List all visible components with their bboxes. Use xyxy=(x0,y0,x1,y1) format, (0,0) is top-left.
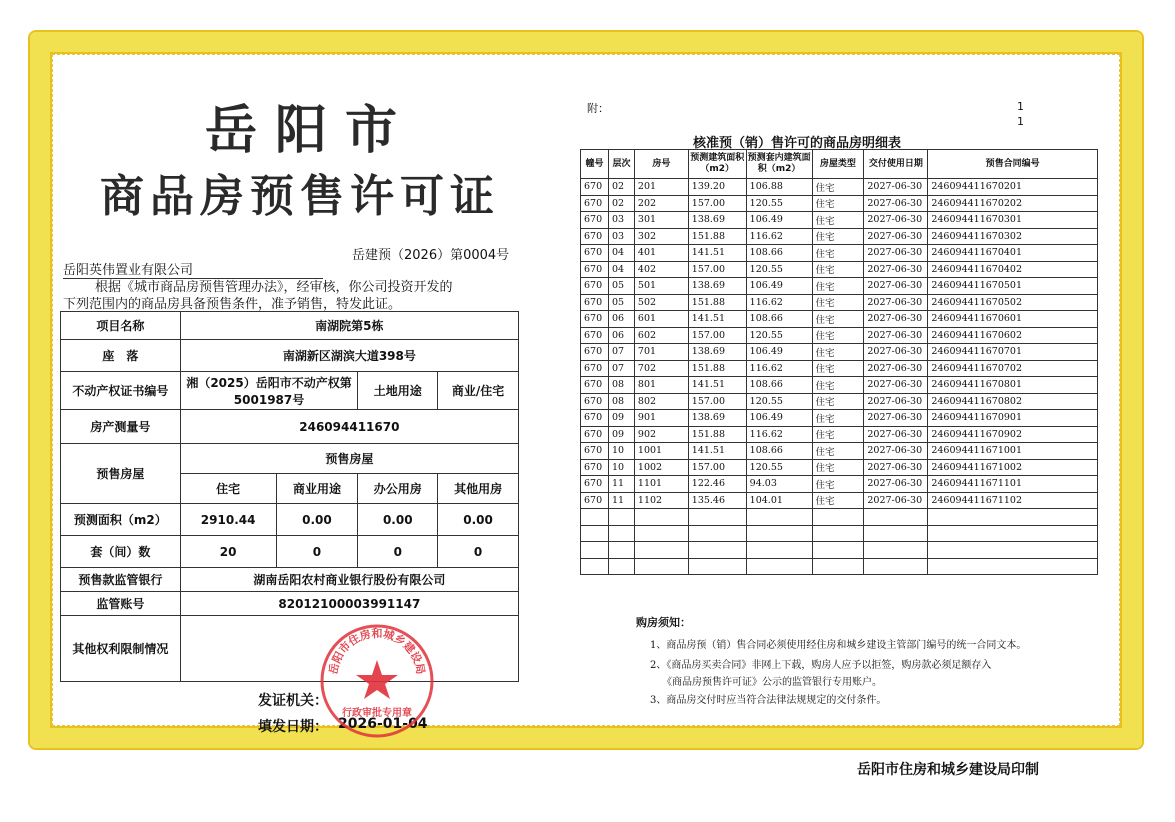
cell-contract-no: 246094411670601 xyxy=(928,311,1098,328)
seal-text-top: 岳阳市住房和城乡建设局 xyxy=(326,627,428,676)
cell-house-type: 住宅 xyxy=(812,492,864,509)
cell-building-area: 141.51 xyxy=(688,311,746,328)
empty-table-row xyxy=(581,542,1098,559)
presale-housing-label: 预售房屋 xyxy=(61,444,181,504)
cell-building-area: 138.69 xyxy=(688,344,746,361)
notice-item-1: 1、商品房预（销）售合同必须使用经住房和城乡建设主管部门编号的统一合同文本。 xyxy=(650,640,1027,651)
cell-building: 670 xyxy=(581,360,609,377)
housing-detail-table xyxy=(580,149,1098,575)
table-row xyxy=(581,426,1098,443)
detail-table-header xyxy=(581,150,1098,179)
cell-inner-area: 120.55 xyxy=(746,459,812,476)
cell-inner-area: 116.62 xyxy=(746,228,812,245)
empty-cell xyxy=(634,509,688,526)
table-row xyxy=(581,360,1098,377)
col-office: 办公用房 xyxy=(358,474,438,504)
empty-cell xyxy=(634,525,688,542)
cell-building: 670 xyxy=(581,459,609,476)
empty-cell xyxy=(864,558,928,575)
cell-building: 670 xyxy=(581,311,609,328)
table-row xyxy=(581,492,1098,509)
table-row xyxy=(581,459,1098,476)
cell-floor: 11 xyxy=(608,492,634,509)
cell-house-type: 住宅 xyxy=(812,212,864,229)
cell-room: 701 xyxy=(634,344,688,361)
cell-building: 670 xyxy=(581,245,609,262)
cell-building-area: 141.51 xyxy=(688,377,746,394)
cell-floor: 07 xyxy=(608,344,634,361)
cell-contract-no: 246094411671001 xyxy=(928,443,1098,460)
cell-building-area: 139.20 xyxy=(688,179,746,196)
empty-cell xyxy=(608,509,634,526)
cell-floor: 03 xyxy=(608,212,634,229)
table-row xyxy=(581,195,1098,212)
cell-house-type: 住宅 xyxy=(812,344,864,361)
cell-building-area: 151.88 xyxy=(688,360,746,377)
cell-delivery-date: 2027-06-30 xyxy=(864,179,928,196)
bank-label: 预售款监管银行 xyxy=(61,568,181,592)
cell-building: 670 xyxy=(581,426,609,443)
issue-date-value: 2026-01-04 xyxy=(338,716,428,732)
cell-house-type: 住宅 xyxy=(812,294,864,311)
empty-cell xyxy=(688,525,746,542)
attachment-label: 附： xyxy=(587,102,609,115)
cell-building: 670 xyxy=(581,327,609,344)
units-label: 套（间）数 xyxy=(61,536,181,568)
cell-floor: 07 xyxy=(608,360,634,377)
cell-delivery-date: 2027-06-30 xyxy=(864,327,928,344)
cell-contract-no: 246094411671002 xyxy=(928,459,1098,476)
cell-floor: 05 xyxy=(608,294,634,311)
cell-house-type: 住宅 xyxy=(812,426,864,443)
cell-building: 670 xyxy=(581,443,609,460)
cell-building: 670 xyxy=(581,228,609,245)
area-other: 0.00 xyxy=(438,504,519,536)
cell-house-type: 住宅 xyxy=(812,476,864,493)
cell-floor: 05 xyxy=(608,278,634,295)
cell-delivery-date: 2027-06-30 xyxy=(864,245,928,262)
cell-building: 670 xyxy=(581,344,609,361)
cell-room: 1101 xyxy=(634,476,688,493)
cell-inner-area: 94.03 xyxy=(746,476,812,493)
empty-cell xyxy=(864,542,928,559)
cell-room: 402 xyxy=(634,261,688,278)
cell-building: 670 xyxy=(581,195,609,212)
cell-building: 670 xyxy=(581,278,609,295)
col-commercial: 商业用途 xyxy=(276,474,358,504)
notice-item-3: 3、商品房交付时应当符合法律法规规定的交付条件。 xyxy=(650,695,887,706)
seal-text-bottom: 行政审批专用章 xyxy=(342,708,412,719)
cell-floor: 11 xyxy=(608,476,634,493)
cell-floor: 10 xyxy=(608,443,634,460)
cell-inner-area: 120.55 xyxy=(746,195,812,212)
cell-delivery-date: 2027-06-30 xyxy=(864,228,928,245)
cell-building-area: 122.46 xyxy=(688,476,746,493)
cell-floor: 02 xyxy=(608,179,634,196)
empty-cell xyxy=(928,542,1098,559)
cell-contract-no: 246094411671101 xyxy=(928,476,1098,493)
area-label: 预测面积（m2） xyxy=(61,504,181,536)
cell-house-type: 住宅 xyxy=(812,311,864,328)
empty-cell xyxy=(864,509,928,526)
cell-building-area: 157.00 xyxy=(688,195,746,212)
cell-room: 702 xyxy=(634,360,688,377)
cell-building-area: 157.00 xyxy=(688,327,746,344)
cell-room: 602 xyxy=(634,327,688,344)
empty-cell xyxy=(746,525,812,542)
cell-building-area: 141.51 xyxy=(688,245,746,262)
cell-contract-no: 246094411670801 xyxy=(928,377,1098,394)
cell-building-area: 151.88 xyxy=(688,294,746,311)
empty-cell xyxy=(812,525,864,542)
permit-number: 岳建预（2026）第0004号 xyxy=(352,248,510,263)
cell-floor: 06 xyxy=(608,327,634,344)
empty-cell xyxy=(812,509,864,526)
cell-room: 901 xyxy=(634,410,688,427)
account-label: 监管账号 xyxy=(61,592,181,616)
units-other: 0 xyxy=(438,536,519,568)
cell-contract-no: 246094411670501 xyxy=(928,278,1098,295)
table-row xyxy=(581,245,1098,262)
printer-credit: 岳阳市住房和城乡建设局印制 xyxy=(857,762,1039,778)
cell-inner-area: 116.62 xyxy=(746,426,812,443)
table-row xyxy=(581,476,1098,493)
table-row xyxy=(581,443,1098,460)
cell-floor: 10 xyxy=(608,459,634,476)
cell-inner-area: 108.66 xyxy=(746,443,812,460)
cell-room: 502 xyxy=(634,294,688,311)
cell-house-type: 住宅 xyxy=(812,377,864,394)
table-row xyxy=(581,278,1098,295)
units-residential: 20 xyxy=(180,536,276,568)
table-row xyxy=(581,228,1098,245)
empty-cell xyxy=(928,525,1098,542)
cell-building-area: 138.69 xyxy=(688,212,746,229)
cell-floor: 09 xyxy=(608,426,634,443)
cell-house-type: 住宅 xyxy=(812,278,864,295)
cell-delivery-date: 2027-06-30 xyxy=(864,294,928,311)
table-row xyxy=(581,179,1098,196)
cell-room: 401 xyxy=(634,245,688,262)
issue-date-label: 填发日期： xyxy=(258,719,328,735)
header-floor: 层次 xyxy=(608,150,634,179)
cell-contract-no: 246094411670902 xyxy=(928,426,1098,443)
cell-inner-area: 120.55 xyxy=(746,327,812,344)
cell-contract-no: 246094411670901 xyxy=(928,410,1098,427)
cell-contract-no: 246094411670401 xyxy=(928,245,1098,262)
header-contract-no: 预售合同编号 xyxy=(928,150,1098,179)
project-name-label: 项目名称 xyxy=(61,312,181,340)
cell-delivery-date: 2027-06-30 xyxy=(864,459,928,476)
cell-contract-no: 246094411670502 xyxy=(928,294,1098,311)
cell-delivery-date: 2027-06-30 xyxy=(864,426,928,443)
table-row xyxy=(581,212,1098,229)
table-row xyxy=(581,393,1098,410)
intro-text-line1: 根据《城市商品房预售管理办法》，经审核，你公司投资开发的 xyxy=(95,280,453,295)
table-row xyxy=(581,294,1098,311)
cell-building-area: 141.51 xyxy=(688,443,746,460)
notice-item-2-cont: 《商品房预售许可证》公示的监管银行专用账户。 xyxy=(662,677,882,688)
cell-floor: 08 xyxy=(608,377,634,394)
header-house-type: 房屋类型 xyxy=(812,150,864,179)
empty-cell xyxy=(812,542,864,559)
cell-delivery-date: 2027-06-30 xyxy=(864,278,928,295)
empty-cell xyxy=(688,509,746,526)
issuer-label: 发证机关： xyxy=(258,693,328,709)
table-row xyxy=(581,311,1098,328)
cell-house-type: 住宅 xyxy=(812,410,864,427)
table-row xyxy=(581,377,1098,394)
cell-house-type: 住宅 xyxy=(812,360,864,377)
other-rights-label: 其他权利限制情况 xyxy=(61,616,181,682)
cell-delivery-date: 2027-06-30 xyxy=(864,261,928,278)
cell-inner-area: 106.49 xyxy=(746,344,812,361)
cell-floor: 03 xyxy=(608,228,634,245)
survey-number-label: 房产测量号 xyxy=(61,410,181,444)
cell-delivery-date: 2027-06-30 xyxy=(864,195,928,212)
cell-floor: 04 xyxy=(608,245,634,262)
empty-cell xyxy=(928,509,1098,526)
cell-room: 501 xyxy=(634,278,688,295)
col-other: 其他用房 xyxy=(438,474,519,504)
cell-inner-area: 116.62 xyxy=(746,360,812,377)
cell-delivery-date: 2027-06-30 xyxy=(864,212,928,229)
cell-inner-area: 120.55 xyxy=(746,393,812,410)
cell-inner-area: 108.66 xyxy=(746,245,812,262)
cell-floor: 06 xyxy=(608,311,634,328)
cell-house-type: 住宅 xyxy=(812,179,864,196)
location-label: 座 落 xyxy=(61,340,181,372)
cell-contract-no: 246094411670201 xyxy=(928,179,1098,196)
certificate-title-city: 岳阳市 xyxy=(205,101,416,161)
cell-delivery-date: 2027-06-30 xyxy=(864,443,928,460)
header-building-area: 预测建筑面积（m2） xyxy=(688,150,746,179)
cell-room: 302 xyxy=(634,228,688,245)
cell-inner-area: 108.66 xyxy=(746,377,812,394)
project-name-value: 南湖院第5栋 xyxy=(180,312,518,340)
cell-building: 670 xyxy=(581,261,609,278)
cell-room: 301 xyxy=(634,212,688,229)
cell-delivery-date: 2027-06-30 xyxy=(864,311,928,328)
cell-room: 201 xyxy=(634,179,688,196)
survey-number-value: 246094411670 xyxy=(180,410,518,444)
land-use-value: 商业/住宅 xyxy=(438,372,519,410)
property-cert-value: 湘（2025）岳阳市不动产权第5001987号 xyxy=(180,372,358,410)
notice-title: 购房须知： xyxy=(636,616,691,629)
cell-floor: 02 xyxy=(608,195,634,212)
empty-cell xyxy=(746,542,812,559)
cell-building: 670 xyxy=(581,179,609,196)
area-commercial: 0.00 xyxy=(276,504,358,536)
cell-contract-no: 246094411670402 xyxy=(928,261,1098,278)
empty-cell xyxy=(608,558,634,575)
cell-building: 670 xyxy=(581,410,609,427)
cell-delivery-date: 2027-06-30 xyxy=(864,393,928,410)
cell-building: 670 xyxy=(581,393,609,410)
cell-house-type: 住宅 xyxy=(812,393,864,410)
account-value: 82012100003991147 xyxy=(180,592,518,616)
cell-house-type: 住宅 xyxy=(812,245,864,262)
cell-contract-no: 246094411670602 xyxy=(928,327,1098,344)
cell-building-area: 135.46 xyxy=(688,492,746,509)
cell-contract-no: 246094411671102 xyxy=(928,492,1098,509)
cell-contract-no: 246094411670701 xyxy=(928,344,1098,361)
empty-cell xyxy=(746,509,812,526)
cell-inner-area: 106.49 xyxy=(746,410,812,427)
cell-house-type: 住宅 xyxy=(812,228,864,245)
cell-room: 902 xyxy=(634,426,688,443)
presale-housing-header: 预售房屋 xyxy=(180,444,518,474)
cell-building-area: 138.69 xyxy=(688,278,746,295)
cell-room: 1002 xyxy=(634,459,688,476)
col-residential: 住宅 xyxy=(180,474,276,504)
cell-house-type: 住宅 xyxy=(812,195,864,212)
header-delivery-date: 交付使用日期 xyxy=(864,150,928,179)
cell-room: 1001 xyxy=(634,443,688,460)
cell-delivery-date: 2027-06-30 xyxy=(864,377,928,394)
cell-room: 202 xyxy=(634,195,688,212)
detail-table-title: 核准预（销）售许可的商品房明细表 xyxy=(693,136,902,151)
cell-delivery-date: 2027-06-30 xyxy=(864,360,928,377)
cell-contract-no: 246094411670802 xyxy=(928,393,1098,410)
empty-cell xyxy=(812,558,864,575)
cell-delivery-date: 2027-06-30 xyxy=(864,492,928,509)
empty-cell xyxy=(634,542,688,559)
cell-building: 670 xyxy=(581,294,609,311)
cell-delivery-date: 2027-06-30 xyxy=(864,476,928,493)
cell-house-type: 住宅 xyxy=(812,459,864,476)
units-commercial: 0 xyxy=(276,536,358,568)
cell-inner-area: 116.62 xyxy=(746,294,812,311)
cell-building: 670 xyxy=(581,492,609,509)
empty-cell xyxy=(928,558,1098,575)
location-value: 南湖新区湖滨大道398号 xyxy=(180,340,518,372)
cell-building-area: 151.88 xyxy=(688,426,746,443)
cell-building: 670 xyxy=(581,377,609,394)
cell-room: 601 xyxy=(634,311,688,328)
empty-cell xyxy=(688,558,746,575)
empty-cell xyxy=(581,558,609,575)
table-row xyxy=(581,261,1098,278)
intro-text-line2: 下列范围内的商品房具备预售条件，准予销售，特发此证。 xyxy=(63,297,402,312)
cell-building-area: 138.69 xyxy=(688,410,746,427)
empty-cell xyxy=(608,525,634,542)
cell-room: 801 xyxy=(634,377,688,394)
units-office: 0 xyxy=(358,536,438,568)
area-residential: 2910.44 xyxy=(180,504,276,536)
company-name: 岳阳英伟置业有限公司 xyxy=(63,259,323,279)
empty-cell xyxy=(634,558,688,575)
cell-building: 670 xyxy=(581,476,609,493)
cell-inner-area: 108.66 xyxy=(746,311,812,328)
cell-building: 670 xyxy=(581,212,609,229)
cell-contract-no: 246094411670301 xyxy=(928,212,1098,229)
permit-details-table xyxy=(60,311,519,682)
cell-building-area: 157.00 xyxy=(688,393,746,410)
empty-cell xyxy=(581,525,609,542)
cell-house-type: 住宅 xyxy=(812,327,864,344)
cell-floor: 09 xyxy=(608,410,634,427)
cell-inner-area: 104.01 xyxy=(746,492,812,509)
cell-inner-area: 106.49 xyxy=(746,212,812,229)
page-total: 1 xyxy=(1017,115,1024,128)
cell-building-area: 157.00 xyxy=(688,459,746,476)
cell-floor: 04 xyxy=(608,261,634,278)
page-number: 1 xyxy=(1017,100,1024,113)
cell-contract-no: 246094411670302 xyxy=(928,228,1098,245)
table-row xyxy=(581,410,1098,427)
cell-delivery-date: 2027-06-30 xyxy=(864,410,928,427)
empty-cell xyxy=(746,558,812,575)
cell-inner-area: 106.88 xyxy=(746,179,812,196)
cell-contract-no: 246094411670702 xyxy=(928,360,1098,377)
cell-room: 802 xyxy=(634,393,688,410)
empty-cell xyxy=(581,542,609,559)
header-building: 幢号 xyxy=(581,150,609,179)
cell-house-type: 住宅 xyxy=(812,261,864,278)
empty-table-row xyxy=(581,525,1098,542)
empty-cell xyxy=(581,509,609,526)
cell-room: 1102 xyxy=(634,492,688,509)
empty-cell xyxy=(688,542,746,559)
cell-contract-no: 246094411670202 xyxy=(928,195,1098,212)
empty-cell xyxy=(864,525,928,542)
header-inner-area: 预测套内建筑面积（m2） xyxy=(746,150,812,179)
empty-table-row xyxy=(581,558,1098,575)
cell-building-area: 151.88 xyxy=(688,228,746,245)
cell-inner-area: 106.49 xyxy=(746,278,812,295)
notice-item-2: 2、《商品房买卖合同》非网上下载，购房人应予以拒签，购房款必须足额存入 xyxy=(650,660,992,671)
certificate-title: 商品房预售许可证 xyxy=(100,171,500,222)
table-row xyxy=(581,344,1098,361)
header-room: 房号 xyxy=(634,150,688,179)
cell-house-type: 住宅 xyxy=(812,443,864,460)
cell-inner-area: 120.55 xyxy=(746,261,812,278)
cell-delivery-date: 2027-06-30 xyxy=(864,344,928,361)
bank-value: 湖南岳阳农村商业银行股份有限公司 xyxy=(180,568,518,592)
table-row xyxy=(581,327,1098,344)
property-cert-label: 不动产权证书编号 xyxy=(61,372,181,410)
cell-floor: 08 xyxy=(608,393,634,410)
empty-cell xyxy=(608,542,634,559)
land-use-label: 土地用途 xyxy=(358,372,438,410)
official-seal-icon xyxy=(318,622,436,740)
cell-building-area: 157.00 xyxy=(688,261,746,278)
area-office: 0.00 xyxy=(358,504,438,536)
empty-table-row xyxy=(581,509,1098,526)
